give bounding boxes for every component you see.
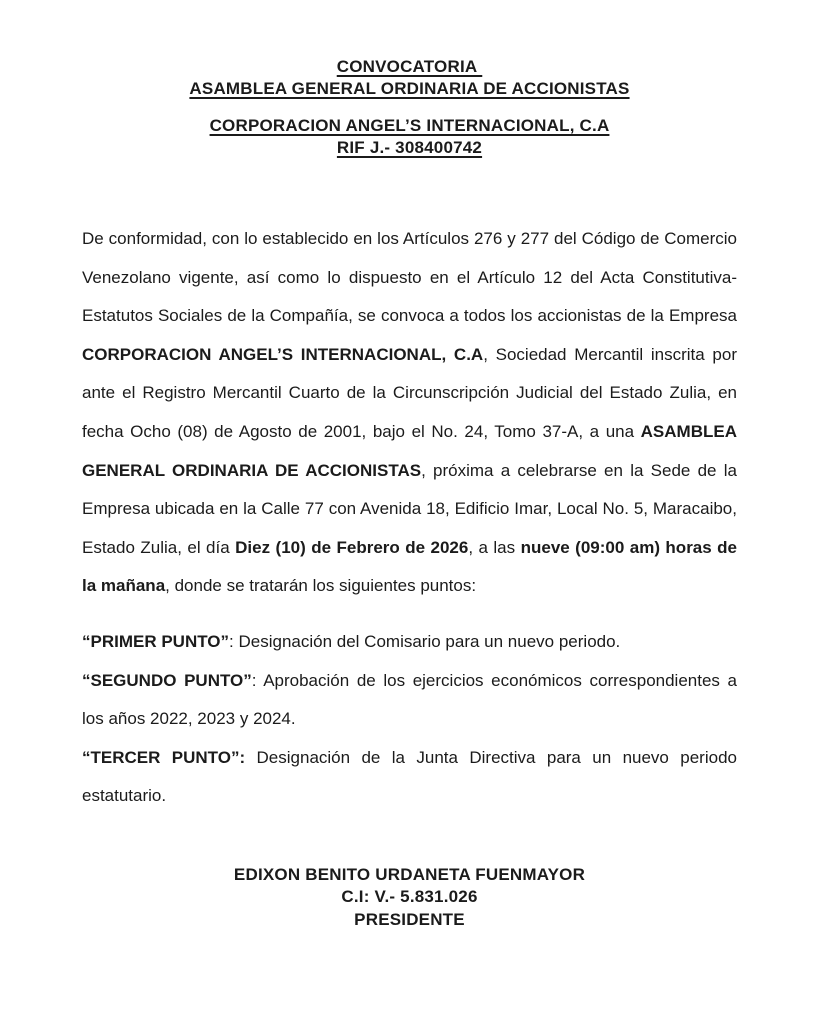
agenda-point-2: [82, 662, 737, 739]
text-run: , a las: [468, 537, 521, 557]
text-run: “SEGUNDO PUNTO”: [82, 670, 252, 690]
company-rif: RIF J.- 308400742: [336, 138, 483, 157]
agenda-point-1: [82, 623, 737, 662]
text-run: “PRIMER PUNTO”: [82, 631, 230, 651]
signatory-title: PRESIDENTE: [354, 909, 465, 929]
convocation-paragraph: [82, 220, 737, 606]
text-run: Designación de la Junta Directiva para un nuevo periodo estatutario.: [82, 747, 737, 806]
text-run: , próxima a celebrarse en la Sede de la Empresa ubicada en la Calle 77 con Avenida 18, Edificio Imar, Local No. 5, Maracaibo, Estado Zulia, el día: [82, 460, 737, 557]
text-run: , donde se tratarán los siguientes puntos:: [165, 576, 477, 596]
text-run: CORPORACION ANGEL’S INTERNACIONAL, C.A: [82, 344, 484, 364]
text-run: nueve (09:00 am) horas de la mañana: [82, 537, 738, 596]
text-run: Diez (10) de Febrero de 2026: [235, 537, 469, 557]
text-run: ASAMBLEA GENERAL ORDINARIA DE ACCIONISTAS: [82, 421, 737, 480]
title-line-2: ASAMBLEA GENERAL ORDINARIA DE ACCIONISTAS: [189, 79, 630, 98]
document-body: [82, 220, 737, 816]
text-run: , Sociedad Mercantil inscrita por ante el Registro Mercantil Cuarto de la Circunscripción Judicial del Estado Zulia, en fecha Ocho (08) de Agosto de 2001, bajo el No. 24, Tomo 37-A, a una: [82, 344, 737, 441]
signatory-id: C.I: V.- 5.831.026: [341, 887, 478, 907]
agenda-point-3: [82, 739, 737, 816]
signatory-name: EDIXON BENITO URDANETA FUENMAYOR: [233, 864, 586, 884]
text-run: “TERCER PUNTO”:: [82, 747, 246, 767]
text-run: : Designación del Comisario para un nuevo periodo.: [229, 631, 621, 651]
company-block: [82, 115, 737, 159]
company-name: CORPORACION ANGEL’S INTERNACIONAL, C.A: [209, 116, 610, 135]
document-header: [82, 56, 737, 159]
signature-block: [82, 864, 737, 932]
agenda-points: [82, 623, 737, 816]
text-run: : Aprobación de los ejercicios económicos correspondientes a los años 2022, 2023 y 2024.: [82, 670, 737, 729]
title-line-1: CONVOCATORIA: [336, 57, 483, 76]
text-run: De conformidad, con lo establecido en los Artículos 276 y 277 del Código de Comercio Venezolano vigente, así como lo dispuesto en el Artículo 12 del Acta Constitutiva-Estatutos Sociales de la Compañía, se convoca a todos los accionistas de la Empresa: [82, 229, 737, 326]
